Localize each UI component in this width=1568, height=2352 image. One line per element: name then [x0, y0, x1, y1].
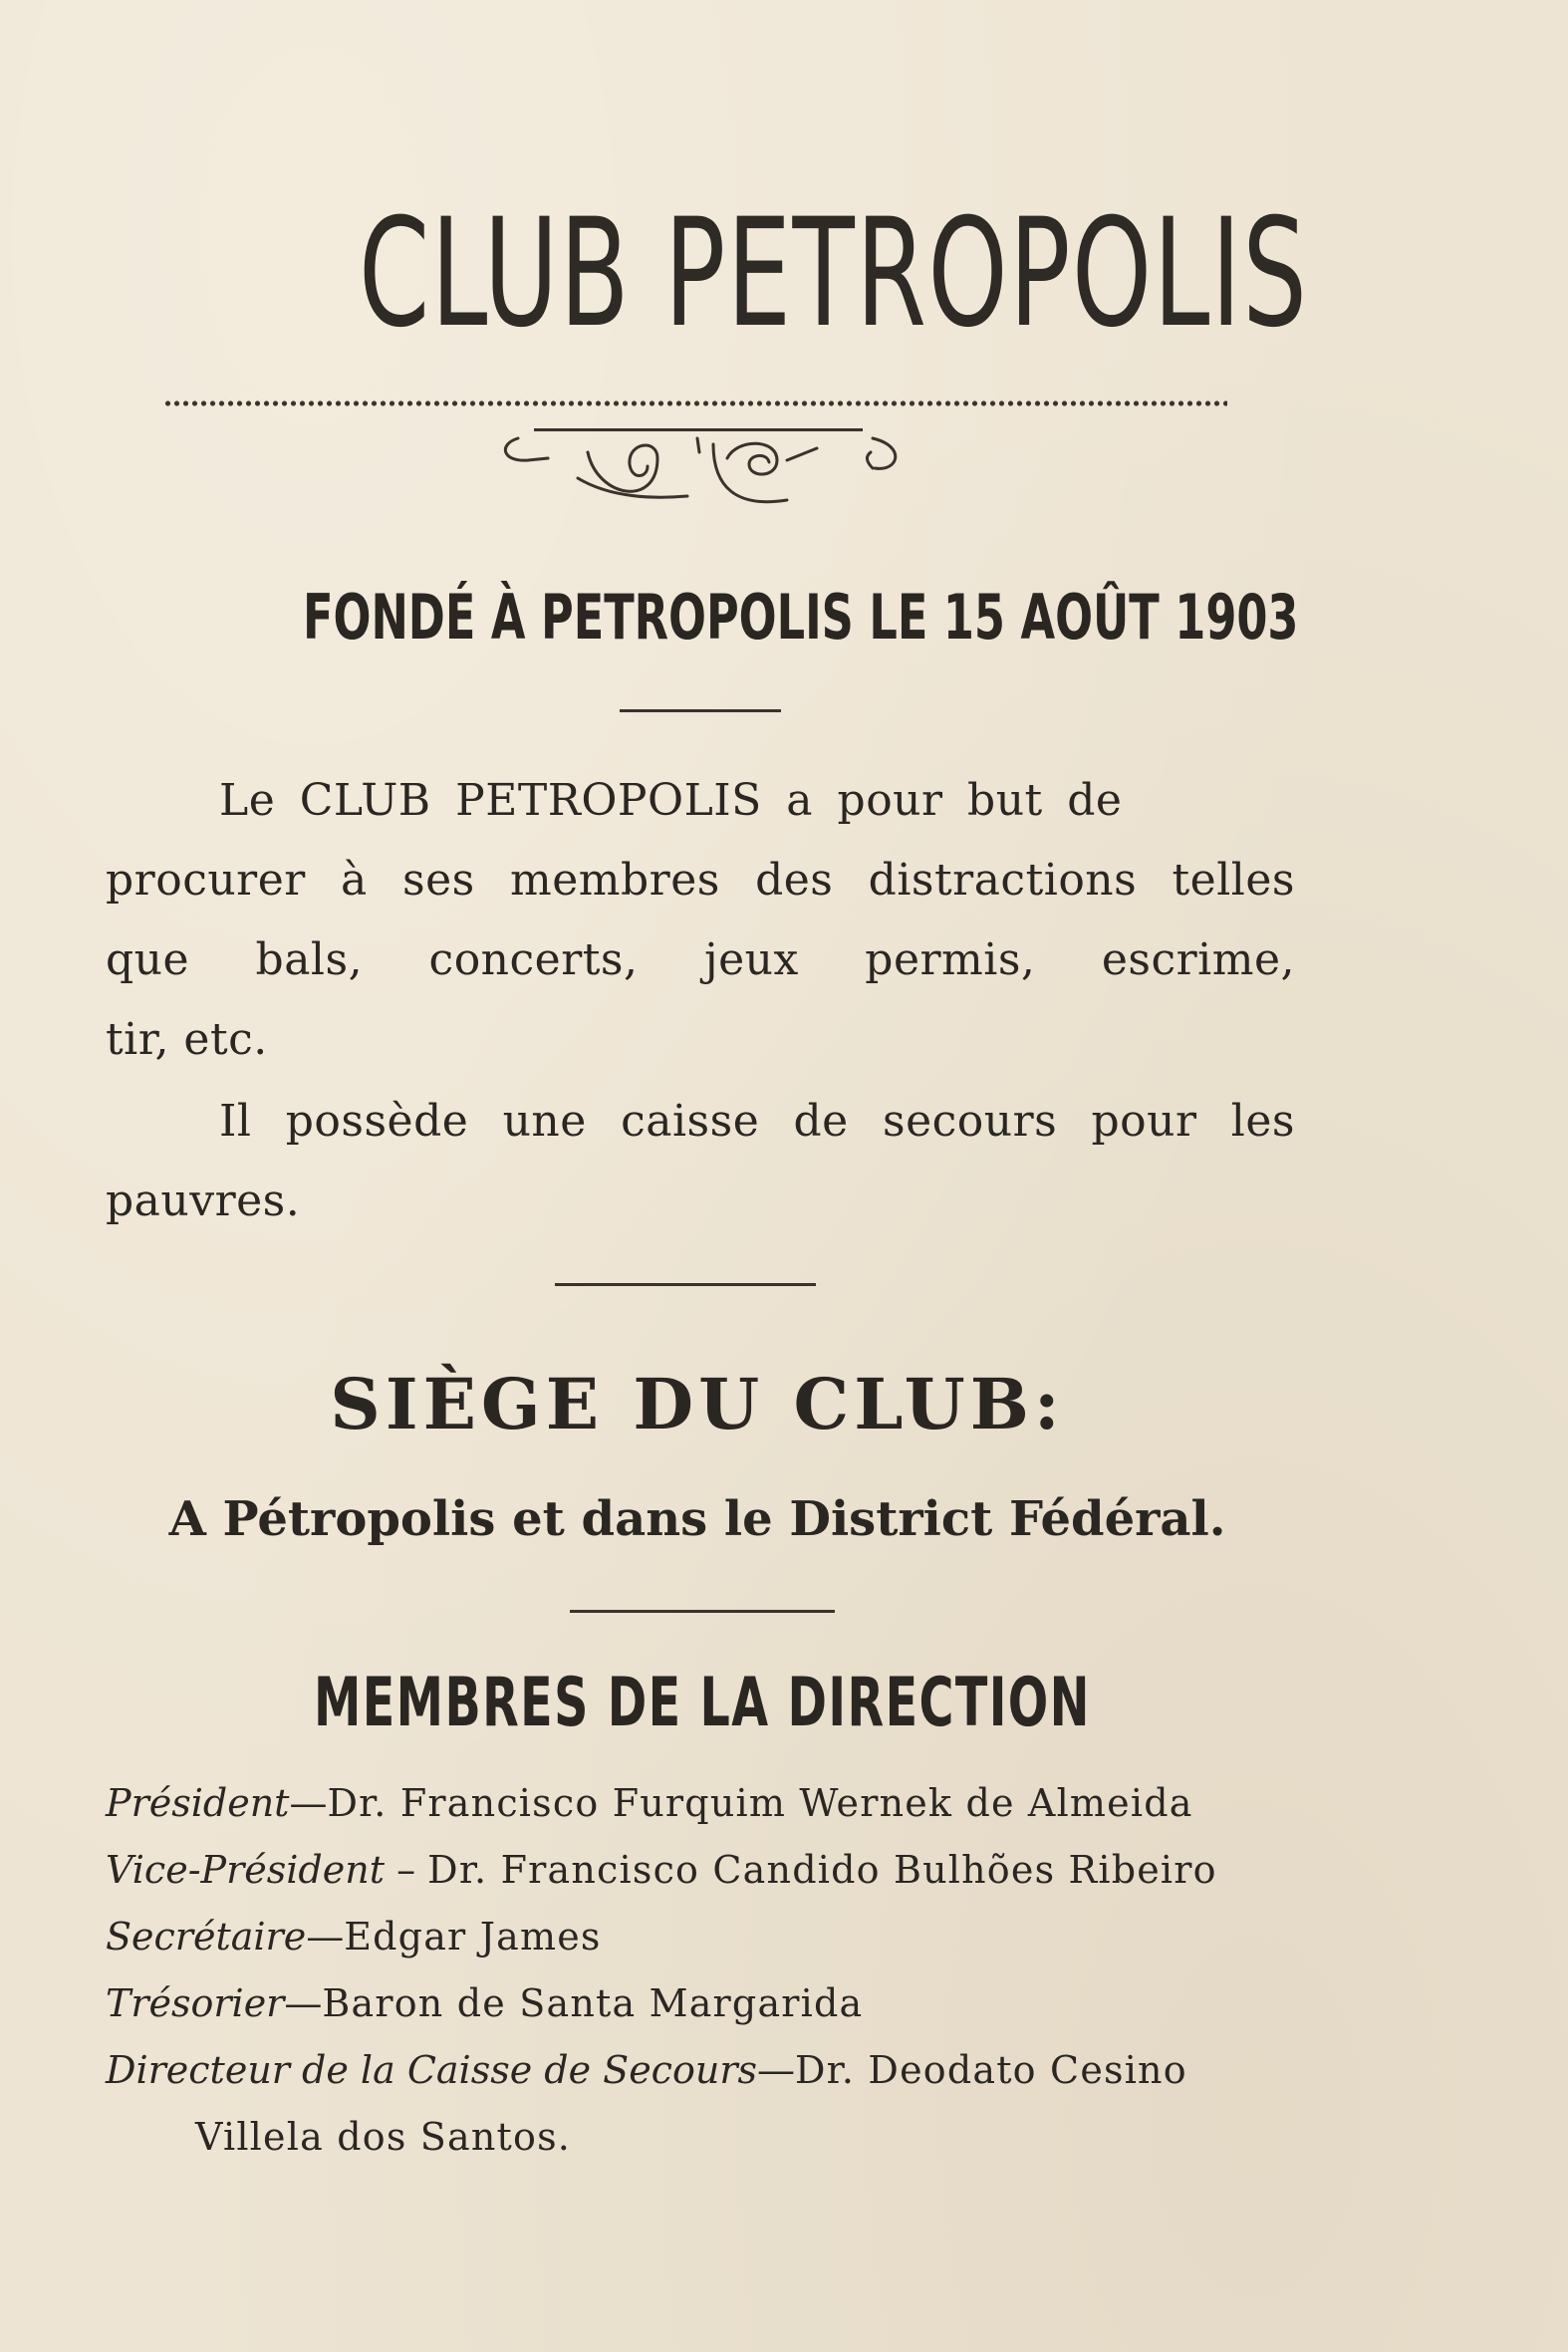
page-title: CLUB PETROPOLIS: [359, 187, 1309, 361]
intro-line: procurer à ses membres des distractions telles: [106, 855, 1295, 906]
siege-location: A Pétropolis et dans le District Fédéral.: [168, 1491, 1226, 1547]
member-role: Trésorier: [106, 1981, 285, 2025]
divider: [555, 1283, 816, 1286]
member-name: Edgar James: [344, 1915, 602, 1959]
member-name: Dr. Francisco Candido Bulhões Ribeiro: [427, 1848, 1217, 1892]
member-name: Dr. Francisco Furquim Wernek de Almeida: [327, 1781, 1193, 1825]
direction-heading: MEMBRES DE LA DIRECTION: [314, 1664, 1091, 1742]
member-role: Président: [106, 1781, 290, 1825]
dotted-rule: [163, 398, 1227, 408]
member-entry: [106, 1840, 1301, 1900]
member-role: Directeur de la Caisse de Secours: [106, 2048, 757, 2092]
member-role: Secrétaire: [106, 1915, 307, 1959]
intro-line: pauvres.: [106, 1176, 301, 1226]
founding-date: FONDÉ À PETROPOLIS LE 15 AOÛT 1903: [302, 581, 1299, 653]
member-separator: —: [756, 2048, 795, 2092]
decorative-ornament: [488, 418, 926, 528]
member-separator: —: [284, 1981, 323, 2025]
member-entry-continuation: [195, 2107, 992, 2167]
member-name-continuation: Villela dos Santos.: [195, 2115, 572, 2159]
divider: [620, 709, 781, 712]
member-separator: —: [306, 1915, 345, 1959]
intro-line: Le CLUB PETROPOLIS a pour but de: [219, 775, 1123, 826]
intro-line: que bals, concerts, jeux permis, escrime,: [106, 934, 1295, 985]
divider: [570, 1610, 835, 1613]
member-entry: [106, 1907, 1301, 1966]
member-role: Vice-Président: [106, 1848, 385, 1892]
member-entry: [106, 1973, 1301, 2033]
intro-line: Il possède une caisse de secours pour les: [219, 1096, 1295, 1147]
member-separator: –: [384, 1848, 428, 1892]
member-separator: —: [289, 1781, 328, 1825]
member-name: Baron de Santa Margarida: [322, 1981, 864, 2025]
member-name: Dr. Deodato Cesino: [794, 2048, 1187, 2092]
intro-line: tir, etc.: [106, 1014, 268, 1065]
member-entry: [106, 1773, 1301, 1833]
member-entry: [106, 2040, 1301, 2100]
siege-heading: SIÈGE DU CLUB:: [330, 1363, 1065, 1445]
